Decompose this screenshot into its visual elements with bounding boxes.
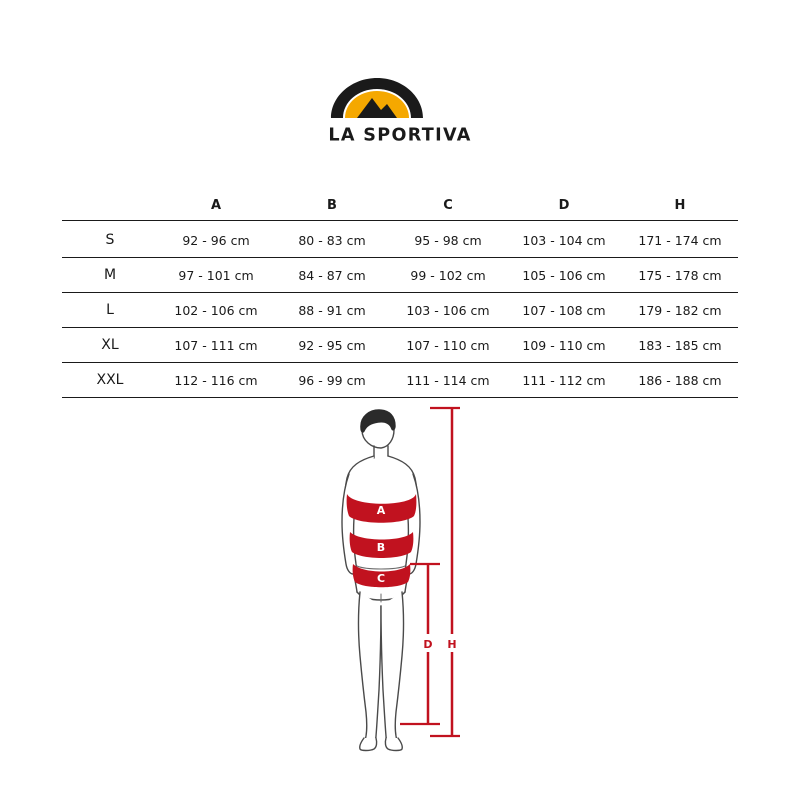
cell-size: L [106, 302, 114, 318]
table-row [62, 328, 738, 363]
cell-c: 103 - 106 cm [406, 302, 490, 318]
cell-d: 109 - 110 cm [522, 337, 606, 353]
label-d: D [423, 638, 433, 651]
cell-h: 183 - 185 cm [638, 337, 722, 353]
cell-size: XXL [96, 372, 124, 388]
column-header-a: A [210, 197, 222, 213]
cell-c: 107 - 110 cm [406, 337, 490, 353]
column-header-size [62, 190, 158, 221]
cell-d: 111 - 112 cm [522, 372, 606, 388]
cell-c: 111 - 114 cm [406, 372, 490, 388]
cell-b: 92 - 95 cm [298, 337, 366, 353]
column-header-d: D [558, 197, 570, 213]
cell-c: 99 - 102 cm [410, 267, 486, 283]
column-header-c: C [443, 197, 453, 213]
cell-h: 179 - 182 cm [638, 302, 722, 318]
table-row [62, 221, 738, 258]
label-a: A [376, 504, 386, 517]
cell-a: 107 - 111 cm [174, 337, 258, 353]
label-c: C [376, 572, 386, 585]
cell-d: 107 - 108 cm [522, 302, 606, 318]
table-header-row [62, 190, 738, 221]
brand-logo [0, 74, 800, 146]
table-row [62, 293, 738, 328]
table-row [62, 258, 738, 293]
mountain-logo-icon [325, 74, 475, 122]
cell-size: S [105, 232, 115, 248]
brand-name-text: LA SPORTIVA [328, 125, 472, 146]
label-h: H [447, 638, 457, 651]
brand-wordmark [312, 124, 488, 146]
cell-d: 103 - 104 cm [522, 232, 606, 248]
table-body [62, 221, 738, 398]
cell-a: 97 - 101 cm [178, 267, 254, 283]
cell-b: 96 - 99 cm [298, 372, 366, 388]
table-header [62, 190, 738, 221]
size-chart-table [62, 190, 738, 398]
cell-d: 105 - 106 cm [522, 267, 606, 283]
label-b: B [376, 541, 386, 554]
cell-size: XL [101, 337, 119, 353]
measurement-bands [347, 494, 417, 587]
table-row [62, 363, 738, 398]
cell-a: 112 - 116 cm [174, 372, 258, 388]
cell-b: 80 - 83 cm [298, 232, 366, 248]
cell-size: M [103, 267, 117, 283]
cell-a: 92 - 96 cm [182, 232, 250, 248]
cell-b: 84 - 87 cm [298, 267, 366, 283]
cell-h: 175 - 178 cm [638, 267, 722, 283]
column-header-b: B [327, 197, 337, 213]
cell-h: 186 - 188 cm [638, 372, 722, 388]
cell-c: 95 - 98 cm [414, 232, 482, 248]
measurement-figure [300, 406, 530, 766]
column-header-h: H [674, 197, 686, 213]
cell-h: 171 - 174 cm [638, 232, 722, 248]
body-diagram-svg [300, 406, 530, 766]
cell-a: 102 - 106 cm [174, 302, 258, 318]
cell-b: 88 - 91 cm [298, 302, 366, 318]
